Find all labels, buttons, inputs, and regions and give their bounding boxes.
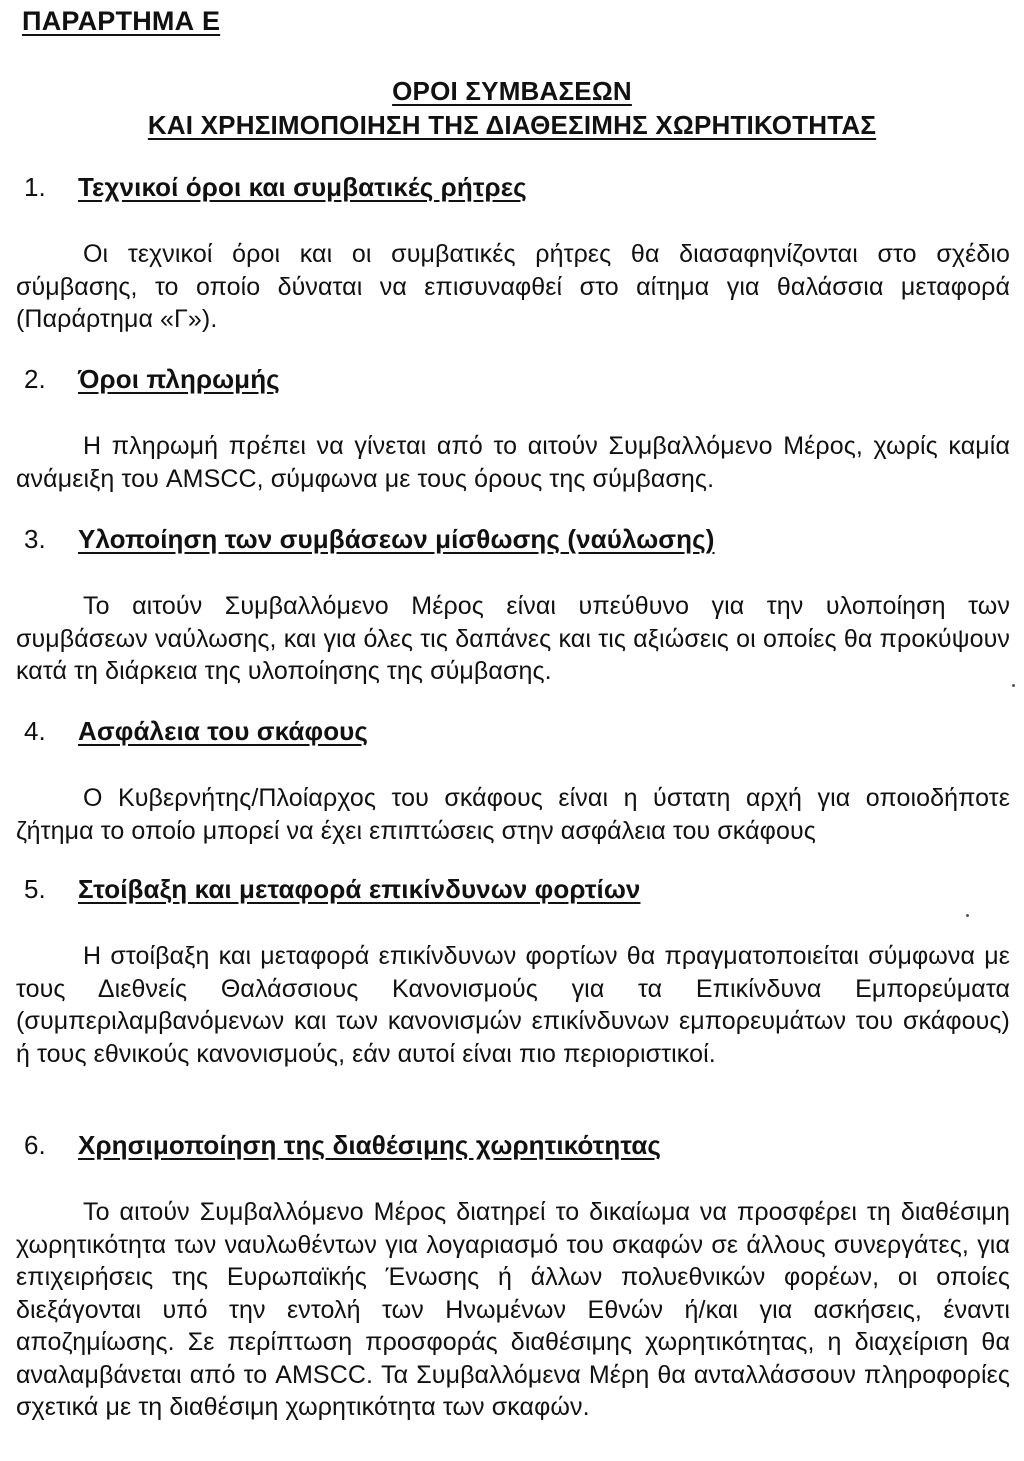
section-heading <box>16 716 1010 756</box>
section-heading <box>16 364 1010 404</box>
section-heading <box>16 524 1010 564</box>
section-heading <box>16 172 1010 212</box>
section-title: Χρησιμοποίηση της διαθέσιμης χωρητικότητας <box>78 1130 662 1160</box>
section-number: 1. <box>24 172 46 202</box>
section-5 <box>16 874 1010 1070</box>
section-number: 5. <box>24 874 46 904</box>
section-heading <box>16 1130 1010 1170</box>
section-3 <box>16 524 1010 688</box>
title-line-2: ΚΑΙ ΧΡΗΣΙΜΟΠΟΙΗΣΗ ΤΗΣ ΔΙΑΘΕΣΙΜΗΣ ΧΩΡΗΤΙΚΟΤΗΤΑΣ <box>147 110 877 140</box>
section-number: 4. <box>24 716 46 746</box>
section-2 <box>16 364 1010 495</box>
section-title: Ασφάλεια του σκάφους <box>78 716 369 746</box>
scan-speck <box>1012 684 1015 687</box>
annex-heading: ΠΑΡΑΡΤΗΜΑ Ε <box>22 6 221 36</box>
section-title: Στοίβαξη και μεταφορά επικίνδυνων φορτίων <box>78 874 641 904</box>
section-heading <box>16 874 1010 914</box>
section-4 <box>16 716 1010 847</box>
section-1 <box>16 172 1010 336</box>
section-body: Το αιτούν Συμβαλλόμενο Μέρος διατηρεί το δικαίωμα να προσφέρει τη διαθέσιμη χωρητικότητα των ναυλωθέντων για λογαριασμό του σκαφών σε άλλους συνεργάτες, για επιχειρήσεις της Ευρωπαϊκής Ένωσης ή άλλων πολυεθνικών φορέων, οι οποίες διεξάγονται υπό την εντολή των Ηνωμένων Εθνών ή/και για ασκήσεις, έναντι αποζημίωσης. Σε περίπτωση προσφοράς διαθέσιμης χωρητικότητας, η διαχείριση θα αναλαμβάνεται από το AMSCC. Τα Συμβαλλόμενα Μέρη θα ανταλλάσσουν πληροφορίες σχετικά με τη διαθέσιμη χωρητικότητα των σκαφών. <box>16 1198 1010 1421</box>
section-body: Ο Κυβερνήτης/Πλοίαρχος του σκάφους είναι η ύστατη αρχή για οποιοδήποτε ζήτημα το οποίο μπορεί να έχει επιπτώσεις στην ασφάλεια του σκάφους <box>16 784 1010 845</box>
section-number: 3. <box>24 524 46 554</box>
section-title: Όροι πληρωμής <box>78 364 280 394</box>
section-title: Υλοποίηση των συμβάσεων μίσθωσης (ναύλωσης) <box>78 524 715 554</box>
section-body: Το αιτούν Συμβαλλόμενο Μέρος είναι υπεύθυνο για την υλοποίηση των συμβάσεων ναύλωσης, και για όλες τις δαπάνες και τις αξιώσεις οι οποίες θα προκύψουν κατά τη διάρκεια της υλοποίησης της σύμβασης. <box>16 592 1010 685</box>
section-6 <box>16 1130 1010 1424</box>
title-line-1: ΟΡΟΙ ΣΥΜΒΑΣΕΩΝ <box>392 76 632 106</box>
document-title <box>0 74 1024 142</box>
section-body: Η στοίβαξη και μεταφορά επικίνδυνων φορτίων θα πραγματοποιείται σύμφωνα με τους Διεθνείς Θαλάσσιους Κανονισμούς για τα Επικίνδυνα Εμπορεύματα (συμπεριλαμβανόμενων και των κανονισμών επικίνδυνων εμπορευμάτων του σκάφους) ή τους εθνικούς κανονισμούς, εάν αυτοί είναι πιο περιοριστικοί. <box>16 942 1010 1068</box>
scan-speck <box>966 914 969 917</box>
section-body: Οι τεχνικοί όροι και οι συμβατικές ρήτρες θα διασαφηνίζονται στο σχέδιο σύμβασης, το οποίο δύναται να επισυναφθεί στο αίτημα για θαλάσσια μεταφορά (Παράρτημα «Γ»). <box>16 240 1010 333</box>
section-body: Η πληρωμή πρέπει να γίνεται από το αιτούν Συμβαλλόμενο Μέρος, χωρίς καμία ανάμειξη του AMSCC, σύμφωνα με τους όρους της σύμβασης. <box>16 432 1010 493</box>
section-title: Τεχνικοί όροι και συμβατικές ρήτρες <box>78 172 527 202</box>
section-number: 2. <box>24 364 46 394</box>
section-number: 6. <box>24 1130 46 1160</box>
